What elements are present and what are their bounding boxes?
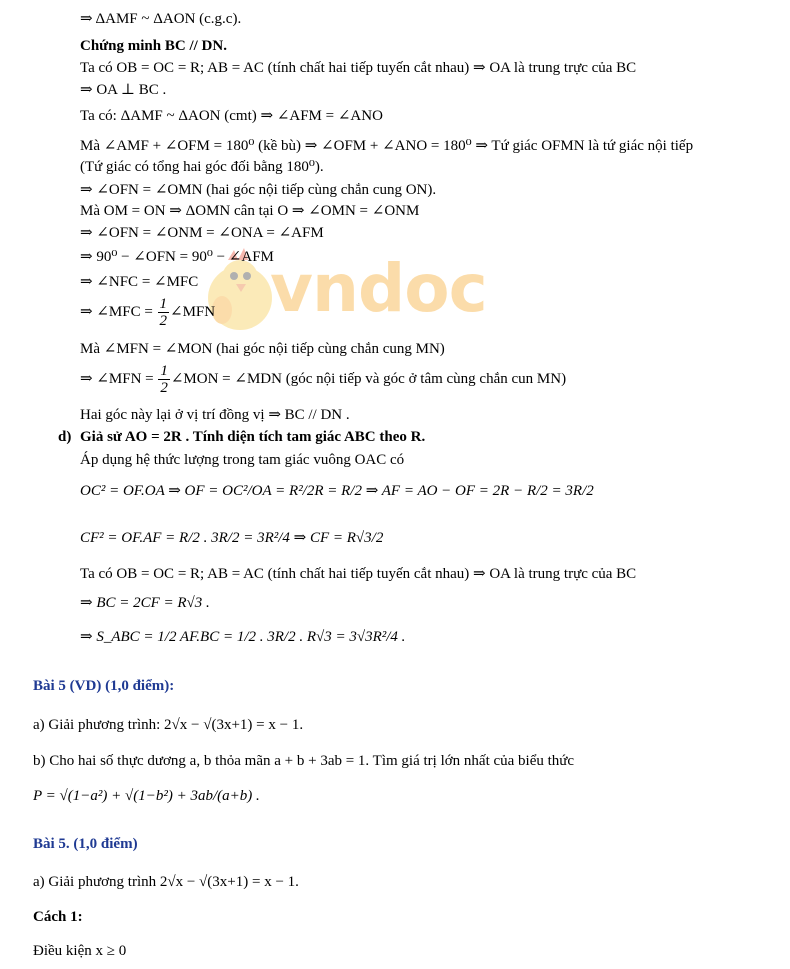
line-perpendicular-bisector: Ta có OB = OC = R; AB = AC (tính chất hai tiếp tuyến cắt nhau) ⇒ OA là trung trực của BC	[80, 60, 637, 76]
part-d-label: d)	[58, 429, 72, 445]
line-bc-length: ⇒ BC = 2CF = R√3 .	[80, 595, 210, 611]
line-ofn-omn: ⇒ ∠OFN = ∠OMN (hai góc nội tiếp cùng chắn cung ON).	[80, 182, 437, 198]
line-oa-bisector-again: Ta có OB = OC = R; AB = AC (tính chất hai tiếp tuyến cắt nhau) ⇒ OA là trung trực của BC	[80, 566, 637, 582]
line-cyclic-quadrilateral: Mà ∠AMF + ∠OFM = 180⁰ (kề bù) ⇒ ∠OFM + ∠ANO = 180⁰ ⇒ Tứ giác OFMN là tứ giác nội tiếp	[80, 138, 694, 154]
line-mfn-half-mon	[80, 363, 566, 396]
exercise-5-title: Bài 5 (VD) (1,0 điểm):	[33, 678, 175, 694]
heading-prove-bc-parallel-dn: Chứng minh BC // DN.	[80, 38, 227, 54]
mfc-prefix: ⇒ ∠MFC =	[80, 303, 157, 320]
exercise-5b-expression: P = √(1−a²) + √(1−b²) + 3ab/(a+b) .	[33, 788, 260, 804]
line-cf: CF² = OF.AF = R/2 . 3R/2 = 3R²/4 ⇒ CF = R√3/2	[80, 530, 384, 546]
fraction-one-half: $\frac{1}{2}$	[159, 296, 168, 329]
solution-5-title: Bài 5. (1,0 điểm)	[33, 836, 138, 852]
line-angle-afm-ano: Ta có: ΔAMF ~ ΔAON (cmt) ⇒ ∠AFM = ∠ANO	[80, 108, 383, 124]
line-corresponding-angles: Hai góc này lại ở vị trí đồng vị ⇒ BC // DN .	[80, 407, 350, 423]
line-mfc-half-mfn	[80, 296, 215, 329]
line-angle-chain: ⇒ ∠OFN = ∠ONM = ∠ONA = ∠AFM	[80, 225, 324, 241]
line-nfc-mfc: ⇒ ∠NFC = ∠MFC	[80, 274, 199, 290]
condition-line: Điều kiện x ≥ 0	[33, 943, 127, 959]
line-cyclic-reason: (Tứ giác có tổng hai góc đối bằng 180⁰).	[80, 159, 324, 175]
solution-5a: a) Giải phương trình 2√x − √(3x+1) = x − 1.	[33, 874, 299, 890]
line-similar-triangles: ⇒ ΔAMF ~ ΔAON (c.g.c).	[80, 11, 242, 27]
mfn-suffix: ∠MON = ∠MDN (góc nội tiếp và góc ở tâm cùng chắn cun MN)	[170, 370, 567, 387]
line-complement: ⇒ 90⁰ − ∠OFN = 90⁰ − ∠AFM	[80, 249, 274, 265]
exercise-5a: a) Giải phương trình: 2√x − √(3x+1) = x − 1.	[33, 717, 304, 733]
fraction-one-half: $\frac{1}{2}$	[160, 363, 168, 396]
line-oa-perp-bc: ⇒ OA ⊥ BC .	[80, 82, 167, 98]
part-d-title: Giả sử AO = 2R . Tính diện tích tam giác ABC theo R.	[80, 429, 426, 445]
watermark-text: vndoc	[270, 250, 487, 327]
mfc-suffix: ∠MFN	[170, 303, 216, 320]
line-metric-relations: Áp dụng hệ thức lượng trong tam giác vuông OAC có	[80, 452, 405, 468]
mfn-prefix: ⇒ ∠MFN =	[80, 370, 158, 387]
method-1-heading: Cách 1:	[33, 909, 83, 925]
line-mfn-mon: Mà ∠MFN = ∠MON (hai góc nội tiếp cùng chắn cung MN)	[80, 341, 445, 357]
line-isosceles-omn: Mà OM = ON ⇒ ΔOMN cân tại O ⇒ ∠OMN = ∠ONM	[80, 203, 420, 219]
exercise-5b: b) Cho hai số thực dương a, b thỏa mãn a + b + 3ab = 1. Tìm giá trị lớn nhất của biểu thức	[33, 753, 575, 769]
line-of-af: OC² = OF.OA ⇒ OF = OC²/OA = R²/2R = R/2 ⇒ AF = AO − OF = 2R − R/2 = 3R/2	[80, 483, 594, 499]
line-area-abc: ⇒ S_ABC = 1/2 AF.BC = 1/2 . 3R/2 . R√3 = 3√3R²/4 .	[80, 629, 406, 645]
